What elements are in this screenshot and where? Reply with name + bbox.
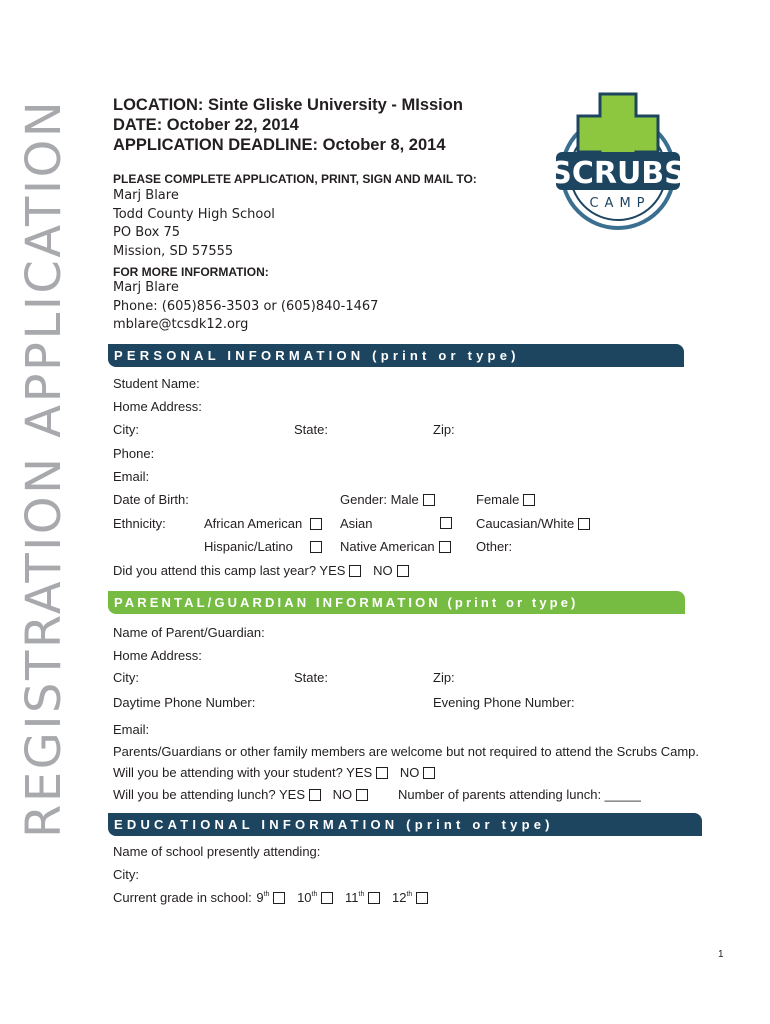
grade-label: Current grade in school: [113, 890, 252, 905]
grade-10-number: 10 [297, 890, 312, 905]
lunch-no-checkbox[interactable] [356, 789, 368, 801]
attended-yes-checkbox[interactable] [349, 565, 361, 577]
caucasian-label: Caucasian/White [476, 516, 575, 531]
gender-female-option [476, 492, 535, 507]
attending-yes-checkbox[interactable] [376, 767, 388, 779]
hispanic-label: Hispanic/Latino [204, 539, 293, 554]
grade-9-number: 9 [256, 890, 264, 905]
vertical-title: REGISTRATION APPLICATION [16, 98, 72, 838]
grade-9-checkbox[interactable] [273, 892, 285, 904]
logo-word-scrubs: SCRUBS [550, 156, 686, 191]
african-american-label: African American [204, 516, 303, 531]
grade-12-label [392, 890, 412, 905]
parent-email-label: Email: [113, 722, 150, 737]
lunch-question-text: Will you be attending lunch? YES [113, 787, 305, 802]
dob-label: Date of Birth: [113, 492, 189, 507]
attended-no-checkbox[interactable] [397, 565, 409, 577]
asian-checkbox[interactable] [440, 517, 452, 529]
parent-zip-label: Zip: [433, 670, 455, 685]
grade-11-number: 11 [345, 890, 359, 905]
male-checkbox[interactable] [423, 494, 435, 506]
contact-name: Marj Blare [113, 280, 179, 295]
attending-question [113, 765, 435, 780]
school-name-label: Name of school presently attending: [113, 844, 321, 859]
location-heading: LOCATION: Sinte Gliske University - MIssion [113, 96, 463, 114]
gender-male-label: Gender: Male [340, 492, 419, 507]
contact-email[interactable]: mblare@tcsdk12.org [113, 317, 249, 332]
mail-instruction: PLEASE COMPLETE APPLICATION, PRINT, SIGN AND MAIL TO: [113, 172, 477, 186]
phone-label: Phone: [113, 446, 155, 461]
date-heading: DATE: October 22, 2014 [113, 116, 299, 134]
other-ethnicity-label: Other: [476, 539, 513, 554]
attending-question-text: Will you be attending with your student? YES [113, 765, 373, 780]
attending-no-checkbox[interactable] [423, 767, 435, 779]
female-label: Female [476, 492, 520, 507]
attended-no-label: NO [373, 563, 393, 578]
educational-info-bar: EDUCATIONAL INFORMATION (print or type) [108, 813, 702, 836]
parent-home-address-label: Home Address: [113, 648, 202, 663]
gender-male-option [340, 492, 435, 507]
contact-phone: Phone: (605)856-3503 or (605)840-1467 [113, 298, 379, 314]
welcome-note: Parents/Guardians or other family members are welcome but not required to attend the Scrubs Camp. [113, 744, 700, 759]
logo-word-camp: CAMP [589, 196, 651, 211]
deadline-heading: APPLICATION DEADLINE: October 8, 2014 [113, 136, 446, 154]
hispanic-option [204, 539, 322, 554]
page-number: 1 [718, 949, 724, 960]
attending-no-label: NO [399, 765, 420, 780]
address-line: Todd County High School [113, 206, 275, 222]
caucasian-option [476, 516, 590, 531]
lunch-question [113, 787, 368, 802]
grade-10-suffix: th [311, 891, 318, 898]
native-american-checkbox[interactable] [439, 541, 451, 553]
scrubs-camp-logo [548, 86, 688, 234]
school-city-label: City: [113, 867, 139, 882]
attended-question-text: Did you attend this camp last year? YES [113, 563, 346, 578]
personal-info-bar: PERSONAL INFORMATION (print or type) [108, 344, 684, 367]
grade-10-label [297, 890, 317, 905]
grade-12-suffix: th [406, 891, 413, 898]
address-line: PO Box 75 [113, 225, 181, 240]
daytime-phone-label: Daytime Phone Number: [113, 695, 256, 710]
more-info-label: FOR MORE INFORMATION: [113, 265, 269, 279]
city-label: City: [113, 422, 139, 437]
grade-9-suffix: th [263, 891, 270, 898]
evening-phone-label: Evening Phone Number: [433, 695, 575, 710]
zip-label: Zip: [433, 422, 455, 437]
grade-9-label [256, 890, 269, 905]
lunch-yes-checkbox[interactable] [309, 789, 321, 801]
asian-label: Asian [340, 516, 373, 531]
parental-info-bar: PARENTAL/GUARDIAN INFORMATION (print or type) [108, 591, 685, 614]
address-line: Marj Blare [113, 188, 179, 203]
grade-12-checkbox[interactable] [416, 892, 428, 904]
hispanic-checkbox[interactable] [310, 541, 322, 553]
state-label: State: [294, 422, 328, 437]
grade-10-checkbox[interactable] [321, 892, 333, 904]
parent-state-label: State: [294, 670, 328, 685]
caucasian-checkbox[interactable] [578, 518, 590, 530]
lunch-count-field[interactable]: Number of parents attending lunch: _____ [398, 787, 641, 802]
grade-11-suffix: th [358, 891, 365, 898]
lunch-no-label: NO [332, 787, 353, 802]
native-american-label: Native American [340, 539, 435, 554]
parent-name-label: Name of Parent/Guardian: [113, 625, 265, 640]
attended-question [113, 563, 409, 578]
ethnicity-label: Ethnicity: [113, 516, 166, 531]
email-label: Email: [113, 469, 150, 484]
mail-address [113, 187, 275, 261]
student-name-label: Student Name: [113, 376, 200, 391]
female-checkbox[interactable] [523, 494, 535, 506]
grade-11-label [345, 890, 364, 905]
african-american-checkbox[interactable] [310, 518, 322, 530]
native-american-option [340, 539, 451, 554]
home-address-label: Home Address: [113, 399, 202, 414]
contact-info [113, 279, 378, 335]
grade-12-number: 12 [391, 890, 407, 905]
african-american-option [204, 516, 322, 531]
address-line: Mission, SD 57555 [113, 243, 234, 259]
grade-row [113, 890, 428, 905]
parent-city-label: City: [113, 670, 139, 685]
grade-11-checkbox[interactable] [368, 892, 380, 904]
